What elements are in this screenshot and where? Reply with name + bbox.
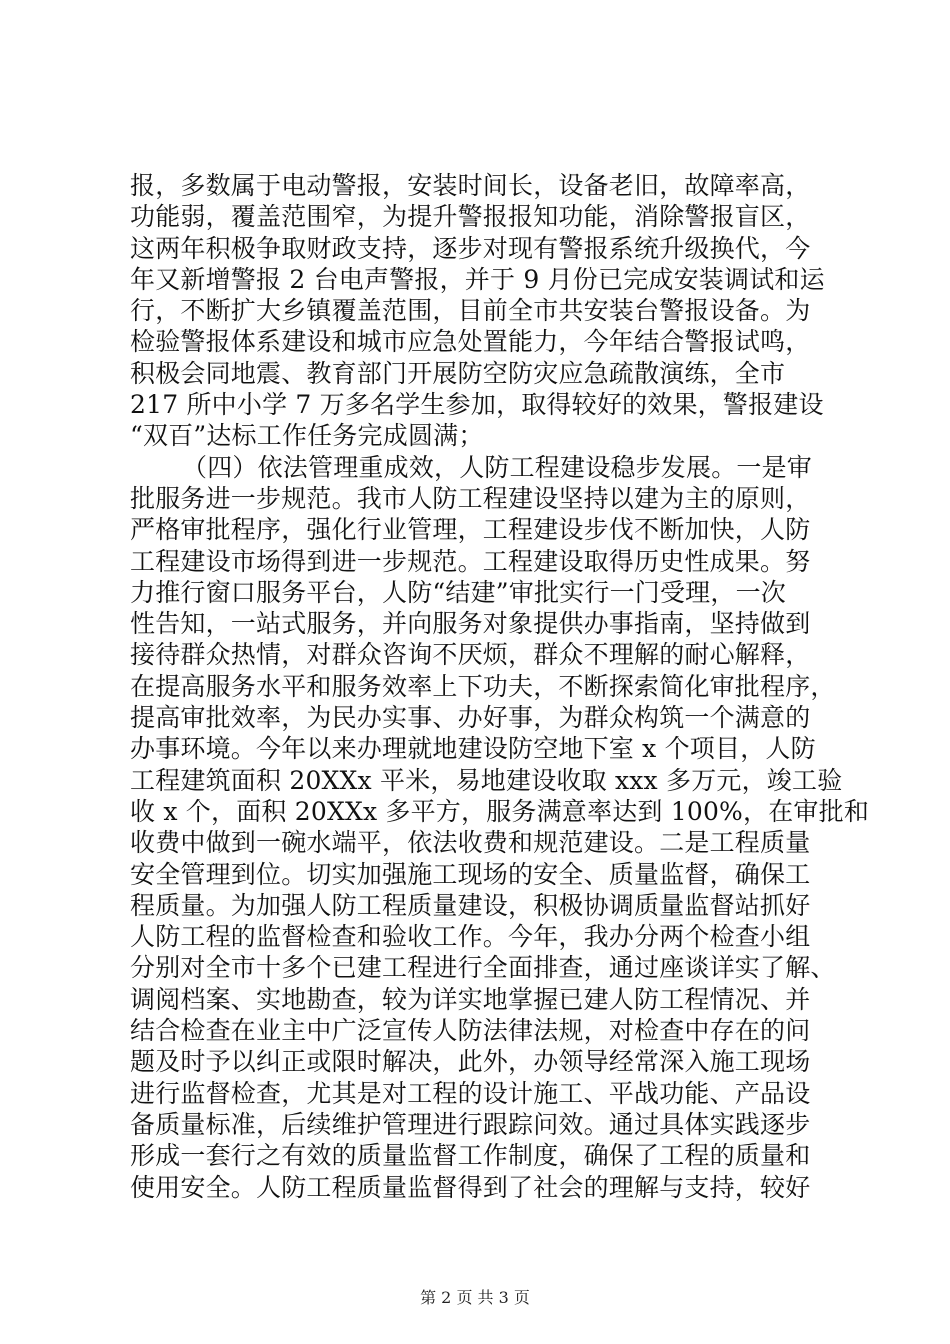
paragraph-heading-line: （四）依法管理重成效，人防工程建设稳步发展。一是审 <box>182 452 813 482</box>
text-line-11: 批服务进一步规范。我市人防工程建设坚持以建为主的原则， <box>130 483 811 513</box>
body-text <box>130 170 870 1203</box>
text-line-18: 提高审批效率，为民办实事、办好事，为群众构筑一个满意的 <box>130 703 811 733</box>
text-line-21: 收 x 个，面积 20XXx 多平方，服务满意率达到 100%，在审批和 <box>130 796 870 826</box>
text-line-2: 功能弱，覆盖范围窄，为提升警报报知功能，消除警报盲区， <box>130 202 811 232</box>
text-line-19: 办事环境。今年以来办理就地建设防空地下室 x 个项目，人防 <box>130 734 816 764</box>
text-line-27: 调阅档案、实地勘查，较为详实地掌握已建人防工程情况、并 <box>130 984 811 1014</box>
text-line-20: 工程建筑面积 20XXx 平米，易地建设收取 xxx 多万元，竣工验 <box>130 765 843 795</box>
text-line-14: 力推行窗口服务平台，人防“结建”审批实行一门受理，一次 <box>130 577 786 607</box>
page-footer <box>0 1285 950 1308</box>
text-line-26: 分别对全市十多个已建工程进行全面排查，通过座谈详实了解、 <box>130 953 836 983</box>
text-line-22: 收费中做到一碗水端平，依法收费和规范建设。二是工程质量 <box>130 828 811 858</box>
text-line-7: 积极会同地震、教育部门开展防空防灾应急疏散演练，全市 <box>130 358 786 388</box>
text-line-6: 检验警报体系建设和城市应急处置能力，今年结合警报试鸣， <box>130 327 811 357</box>
text-line-4: 年又新增警报 2 台电声警报，并于 9 月份已完成安装调试和运 <box>130 264 825 294</box>
page-number: 第 2 页 共 3 页 <box>420 1288 530 1307</box>
text-line-32: 形成一套行之有效的质量监督工作制度，确保了工程的质量和 <box>130 1141 811 1171</box>
text-line-13: 工程建设市场得到进一步规范。工程建设取得历史性成果。努 <box>130 546 811 576</box>
text-line-30: 进行监督检查，尤其是对工程的设计施工、平战功能、产品设 <box>130 1078 811 1108</box>
text-line-5: 行，不断扩大乡镇覆盖范围，目前全市共安装台警报设备。为 <box>130 296 811 326</box>
text-line-3: 这两年积极争取财政支持，逐步对现有警报系统升级换代，今 <box>130 233 811 263</box>
text-line-28: 结合检查在业主中广泛宣传人防法律法规，对检查中存在的问 <box>130 1016 811 1046</box>
text-line-29: 题及时予以纠正或限时解决，此外，办领导经常深入施工现场 <box>130 1047 811 1077</box>
text-line-9: “双百”达标工作任务完成圆满； <box>130 421 484 451</box>
text-line-17: 在提高服务水平和服务效率上下功夫，不断探索简化审批程序， <box>130 671 836 701</box>
text-line-15: 性告知，一站式服务，并向服务对象提供办事指南，坚持做到 <box>130 609 811 639</box>
text-line-16: 接待群众热情，对群众咨询不厌烦，群众不理解的耐心解释， <box>130 640 811 670</box>
text-line-25: 人防工程的监督检查和验收工作。今年，我办分两个检查小组 <box>130 922 811 952</box>
text-line-24: 程质量。为加强人防工程质量建设，积极协调质量监督站抓好 <box>130 890 811 920</box>
text-line-1: 报，多数属于电动警报，安装时间长，设备老旧，故障率高， <box>130 171 811 200</box>
text-line-23: 安全管理到位。切实加强施工现场的安全、质量监督，确保工 <box>130 859 811 889</box>
text-line-31: 备质量标准，后续维护管理进行跟踪问效。通过具体实践逐步 <box>130 1109 811 1139</box>
text-line-12: 严格审批程序，强化行业管理，工程建设步伐不断加快，人防 <box>130 515 811 545</box>
text-line-33: 使用安全。人防工程质量监督得到了社会的理解与支持，较好 <box>130 1172 811 1202</box>
text-line-8: 217 所中小学 7 万多名学生参加，取得较好的效果，警报建设 <box>130 390 824 420</box>
